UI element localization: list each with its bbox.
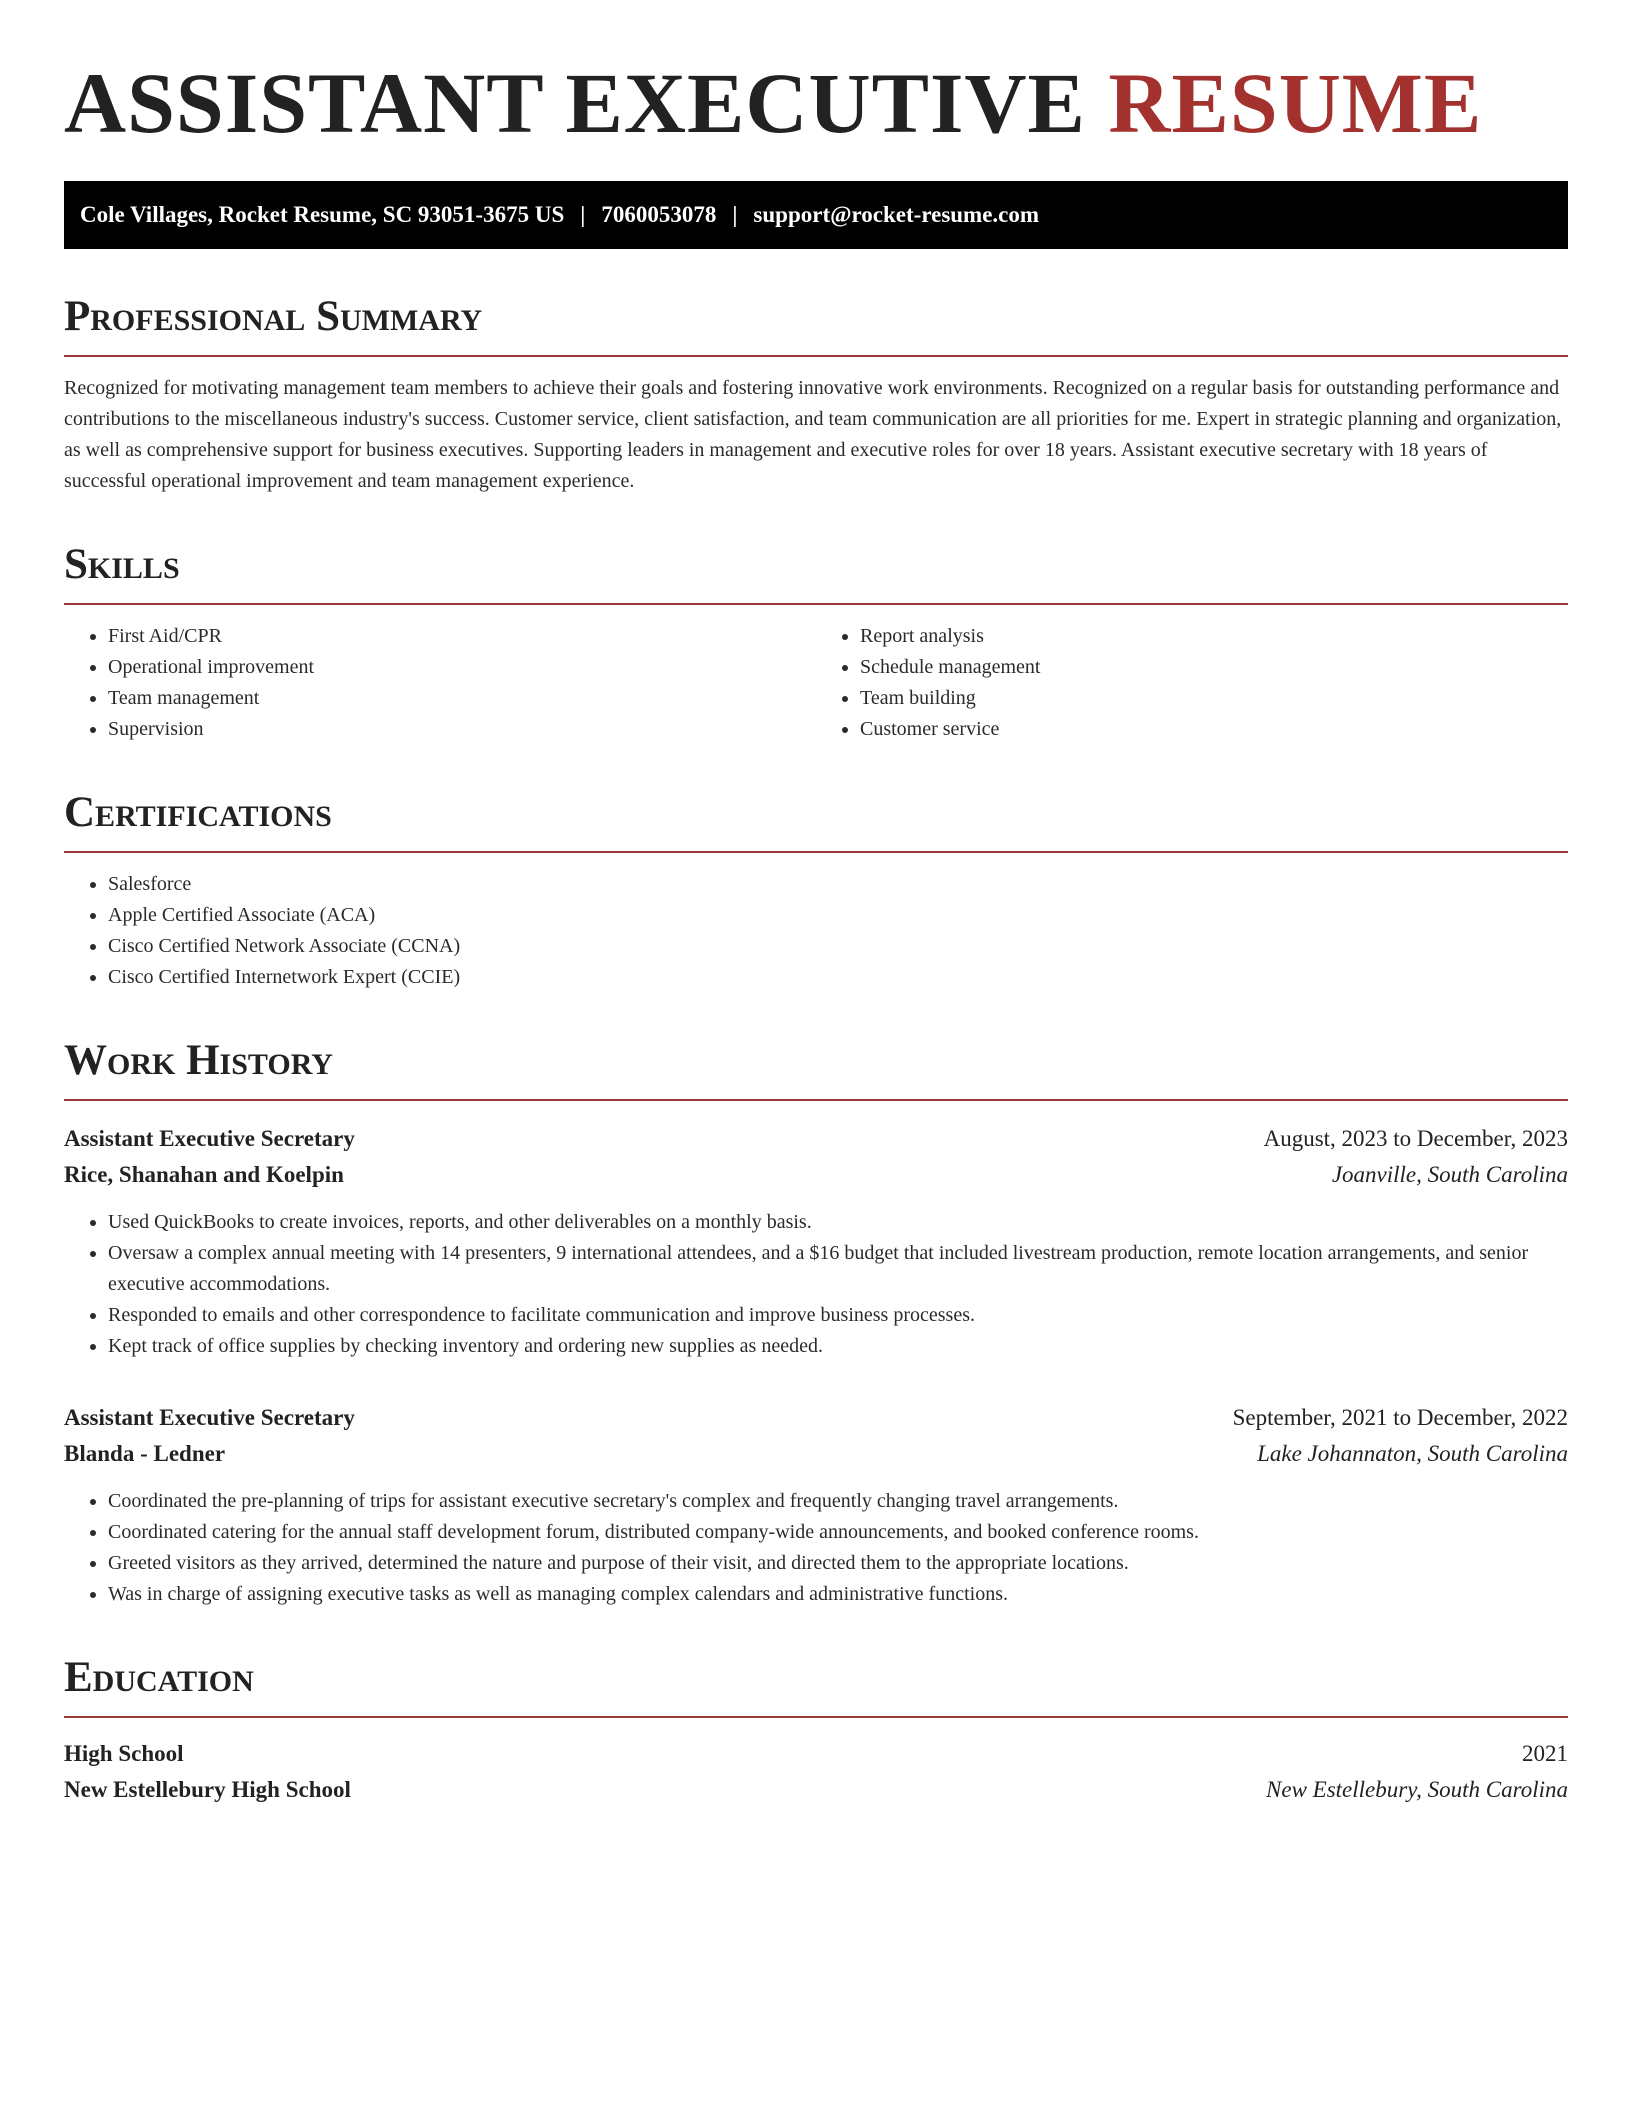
education-year: 2021 — [1522, 1741, 1568, 1766]
job-duties-list — [64, 1486, 1568, 1610]
job-duty-item: • Coordinated the pre-planning of trips for assistant executive secretary's complex and frequently changing travel arrangements. — [108, 1486, 1568, 1517]
skill-item: • Schedule management — [860, 652, 1568, 683]
education-location: New Estellebury, South Carolina — [1266, 1777, 1568, 1802]
certification-item: • Cisco Certified Internetwork Expert (CCIE) — [108, 962, 1568, 993]
contact-bar — [64, 181, 1568, 249]
job-company-row — [64, 1436, 1568, 1472]
skill-item: • Operational improvement — [108, 652, 816, 683]
job-header-row — [64, 1121, 1568, 1157]
education-degree: High School — [64, 1741, 184, 1766]
job-location: Lake Johannaton, South Carolina — [1257, 1441, 1568, 1466]
summary-text: Recognized for motivating management team members to achieve their goals and fostering innovative work environments. Recognized on a regular basis for outstanding performance and contributions to the miscellaneous industry's success. Customer service, client satisfaction, and team communication are all priorities for me. Expert in strategic planning and organization, as well as comprehensive support for business executives. Supporting leaders in management and executive roles for over 18 years. Assistant executive secretary with 18 years of successful operational improvement and team management experience. — [64, 377, 1562, 492]
education-section — [64, 1654, 1568, 1808]
job-dates: August, 2023 to December, 2023 — [1263, 1126, 1568, 1151]
education-school-row — [64, 1772, 1568, 1808]
job-entry — [64, 1400, 1568, 1610]
skills-left-list — [64, 621, 816, 745]
skills-right-list — [816, 621, 1568, 745]
section-heading: Education — [64, 1654, 1568, 1718]
job-company: Blanda - Ledner — [64, 1441, 226, 1466]
certifications-section — [64, 789, 1568, 993]
skill-item: • Team management — [108, 683, 816, 714]
job-duty-item: • Kept track of office supplies by checking inventory and ordering new supplies as needed. — [108, 1331, 1568, 1362]
certification-item: • Salesforce — [108, 869, 1568, 900]
job-duty-item: • Greeted visitors as they arrived, determined the nature and purpose of their visit, and directed them to the appropriate locations. — [108, 1548, 1568, 1579]
work-history-section — [64, 1037, 1568, 1610]
job-duty-item: • Oversaw a complex annual meeting with 14 presenters, 9 international attendees, and a $16 budget that included livestream production, remote location arrangements, and senior executive accommodations. — [108, 1238, 1568, 1300]
skill-item: • Team building — [860, 683, 1568, 714]
certification-item: • Apple Certified Associate (ACA) — [108, 900, 1568, 931]
title-main: ASSISTANT EXECUTIVE — [64, 55, 1086, 151]
contact-separator: | — [732, 202, 738, 227]
section-heading: Certifications — [64, 789, 1568, 853]
skill-item: • First Aid/CPR — [108, 621, 816, 652]
contact-phone: 7060053078 — [601, 202, 717, 227]
contact-email: support@rocket-resume.com — [753, 202, 1040, 227]
job-title: Assistant Executive Secretary — [64, 1405, 355, 1430]
skill-item: • Supervision — [108, 714, 816, 745]
job-header-row — [64, 1400, 1568, 1436]
job-location: Joanville, South Carolina — [1331, 1162, 1568, 1187]
job-company: Rice, Shanahan and Koelpin — [64, 1162, 344, 1187]
section-heading: Skills — [64, 541, 1568, 605]
education-header-row — [64, 1736, 1568, 1772]
skills-section — [64, 541, 1568, 745]
contact-address: Cole Villages, Rocket Resume, SC 93051-3675 US — [80, 202, 565, 227]
professional-summary-section — [64, 293, 1568, 497]
job-duty-item: • Coordinated catering for the annual staff development forum, distributed company-wide announcements, and booked conference rooms. — [108, 1517, 1568, 1548]
certification-item: • Cisco Certified Network Associate (CCNA) — [108, 931, 1568, 962]
education-school: New Estellebury High School — [64, 1777, 351, 1802]
job-company-row — [64, 1157, 1568, 1193]
resume-title — [64, 55, 1568, 151]
section-heading: Work History — [64, 1037, 1568, 1101]
job-entry — [64, 1121, 1568, 1362]
job-title: Assistant Executive Secretary — [64, 1126, 355, 1151]
title-accent: RESUME — [1108, 55, 1483, 151]
job-duty-item: • Used QuickBooks to create invoices, reports, and other deliverables on a monthly basis. — [108, 1207, 1568, 1238]
skills-grid — [64, 621, 1568, 745]
education-entry — [64, 1736, 1568, 1808]
skill-item: • Report analysis — [860, 621, 1568, 652]
job-duties-list — [64, 1207, 1568, 1362]
job-duty-item: • Responded to emails and other correspondence to facilitate communication and improve business processes. — [108, 1300, 1568, 1331]
section-heading: Professional Summary — [64, 293, 1568, 357]
job-duty-item: • Was in charge of assigning executive tasks as well as managing complex calendars and administrative functions. — [108, 1579, 1568, 1610]
job-dates: September, 2021 to December, 2022 — [1232, 1405, 1568, 1430]
certifications-list — [64, 869, 1568, 993]
skill-item: • Customer service — [860, 714, 1568, 745]
contact-separator: | — [580, 202, 586, 227]
